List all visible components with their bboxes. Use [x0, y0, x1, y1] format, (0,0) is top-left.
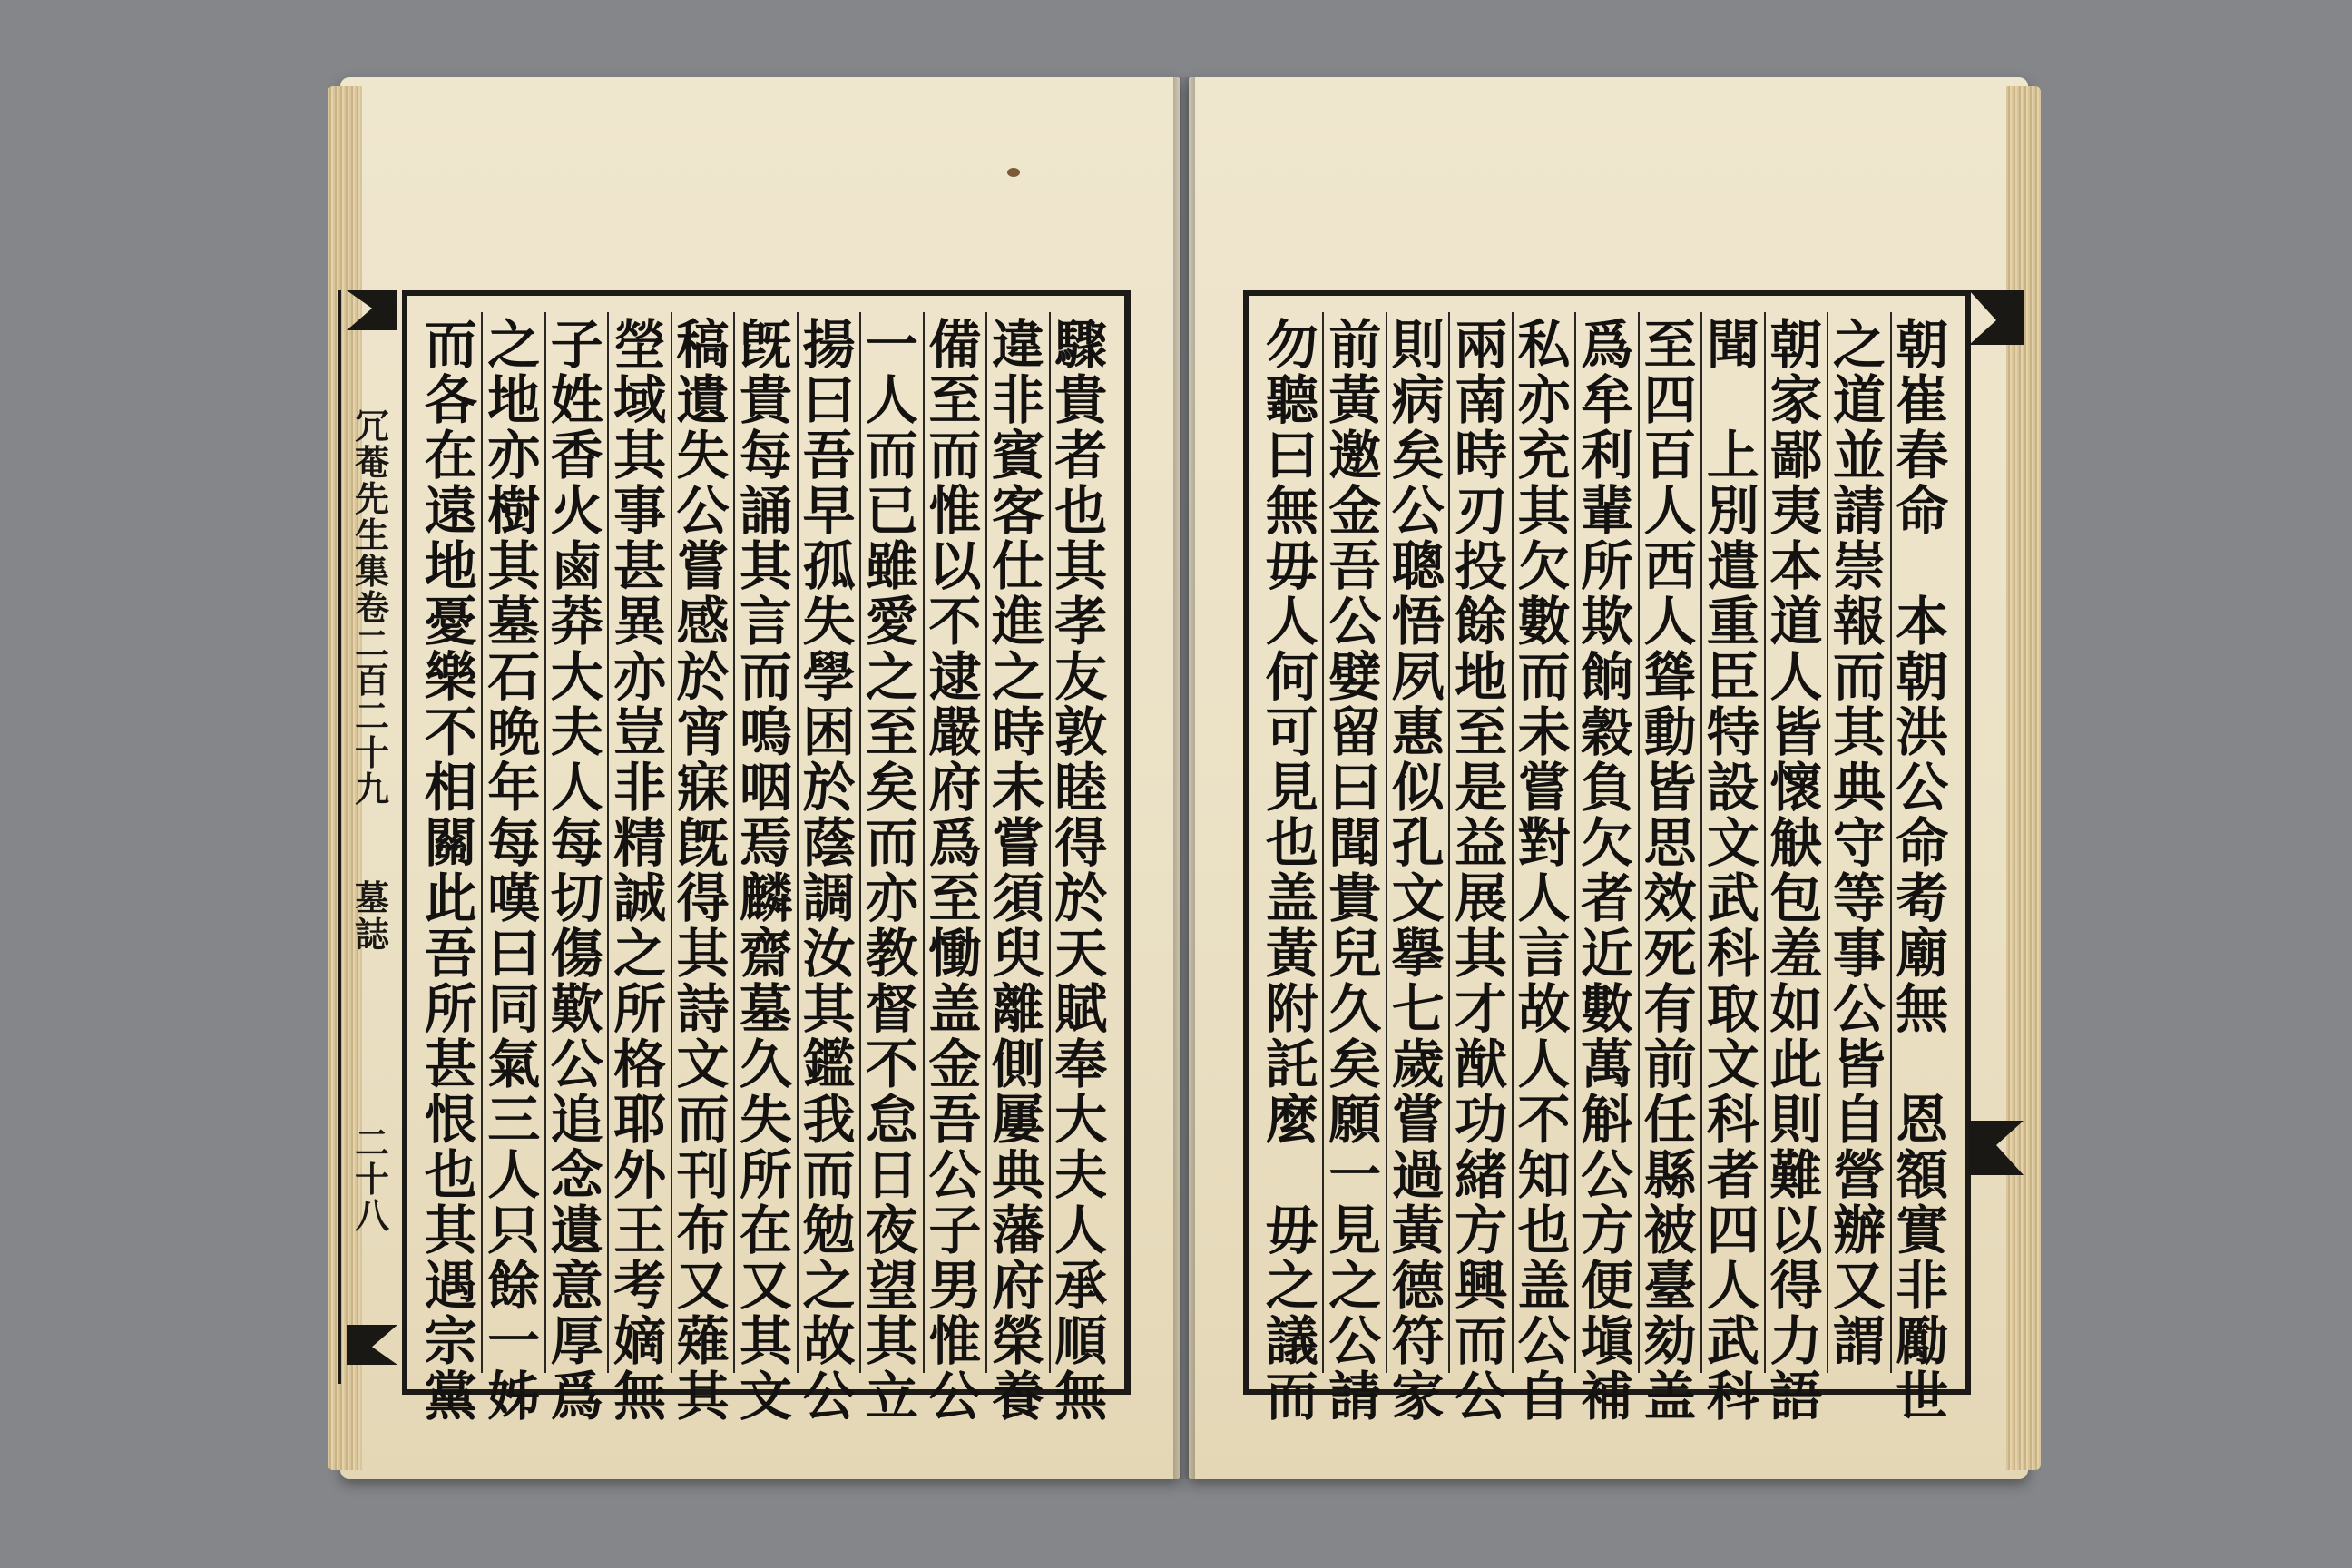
left-text-column-2: 違 非 賓 客 仕 進 之 時 未 嘗 須 臾 離 側 屢 典 藩 府 榮 養	[985, 312, 1048, 1373]
left-text-column-11: 而 各 在 遠 地 憂 樂 不 相 關 此 吾 所 甚 恨 也 其 遇 宗 黨	[424, 314, 477, 1427]
collection-title: 冗 菴 先 生 集 卷 二 百 二 十 九	[354, 406, 389, 809]
left-text-column-10: 之 地 亦 樹 其 墓 石 晩 年 每 嘆 曰 同 氣 三 人 只 餘 一 姊	[481, 312, 544, 1373]
right-page	[1189, 77, 2028, 1479]
left-text-column-8: 塋 域 其 事 甚 異 亦 豈 非 精 誠 之 所 格 耶 外 王 考 嫡 無	[607, 312, 670, 1373]
left-text-columns	[420, 312, 1112, 1427]
right-text-column-2: 之 道 並 請 崇 報 而 其 典 守 等 事 公 皆 自 營 辦 又 謂	[1827, 312, 1889, 1373]
left-text-frame	[402, 290, 1131, 1427]
left-text-column-1: 驟 貴 者 也 其 孝 友 敦 睦 得 於 天 賦 奉 大 夫 人 承 順 無	[1049, 312, 1112, 1373]
left-text-column-7: 稿 遺 失 公 嘗 感 於 宵 寐 旣 得 其 詩 文 而 刊 布 又 薙 其	[671, 312, 733, 1373]
right-text-column-11: 勿 聽 曰 無 毋 人 何 可 見 也 盖 黃 附 託 麼 毋 之 議 而	[1265, 314, 1318, 1427]
right-text-frame	[1243, 290, 1971, 1427]
open-book	[340, 77, 2028, 1488]
right-text-column-5: 至 四 百 人 西 人 聳 動 皆 思 效 死 有 前 任 縣 被 臺 劾 盖	[1638, 312, 1700, 1373]
right-text-column-6: 爲 牟 利 輩 所 欺 餉 穀 負 欠 者 近 數 萬 斛 公 方 便 塡 補	[1574, 312, 1637, 1373]
left-text-column-6: 旣 貴 每 誦 其 言 而 嗚 咽 焉 麟 齋 墓 久 失 所 在 又 其 文	[733, 312, 796, 1373]
left-page	[340, 77, 1180, 1479]
right-text-column-3: 朝 家 鄙 夷 本 道 人 皆 懷 觖 包 羞 如 此 則 難 以 得 力 語	[1764, 312, 1827, 1373]
right-text-column-4: 聞 上 別 遣 重 臣 特 設 文 武 科 取 文 科 者 四 人 武 科	[1700, 312, 1763, 1373]
right-text-columns	[1261, 312, 1953, 1427]
fish-tail-mark-bottom	[347, 1325, 397, 1365]
right-text-column-9: 則 病 矣 公 聰 悟 夙 惠 似 孔 文 擧 七 歲 嘗 過 黃 德 符 家	[1386, 312, 1448, 1373]
book-gutter	[1173, 77, 1195, 1479]
page-number: 二 十 八	[354, 1122, 389, 1236]
left-text-column-3: 備 至 而 惟 以 不 逮 嚴 府 爲 至 慟 盖 金 吾 公 子 男 惟 公	[923, 312, 985, 1373]
right-text-column-10: 前 黃 邀 金 吾 公 嬖 留 曰 聞 貴 兒 久 矣 願 一 見 之 公 請	[1322, 312, 1385, 1373]
right-text-column-8: 兩 南 時 刃 投 餘 地 至 是 益 展 其 才 猷 功 緒 方 興 而 公	[1448, 312, 1511, 1373]
left-text-column-4: 一 人 而 已 雖 愛 之 至 矣 而 亦 教 督 不 怠 日 夜 望 其 立	[859, 312, 922, 1373]
paper-stain	[1007, 168, 1020, 177]
fish-tail-mark-top	[347, 290, 397, 330]
section-label: 墓 誌	[354, 877, 389, 955]
page-margin-heart	[338, 290, 406, 1384]
right-text-column-1: 朝 崔 春 命 本 朝 洪 公 命 耇 廟 無 恩 額 實 非 勵 世	[1890, 312, 1953, 1373]
right-text-column-7: 私 亦 充 其 欠 數 而 未 嘗 對 人 言 故 人 不 知 也 盖 公 自	[1512, 312, 1574, 1373]
left-text-column-9: 子 姓 香 火 鹵 莽 大 夫 人 每 切 傷 歎 公 追 念 遺 意 厚 爲	[544, 312, 607, 1373]
left-text-column-5: 揚 曰 吾 早 孤 失 學 困 於 蔭 調 汝 其 鑑 我 而 勉 之 故 公	[797, 312, 859, 1373]
fish-tail-mark-right-top	[1969, 290, 2024, 345]
